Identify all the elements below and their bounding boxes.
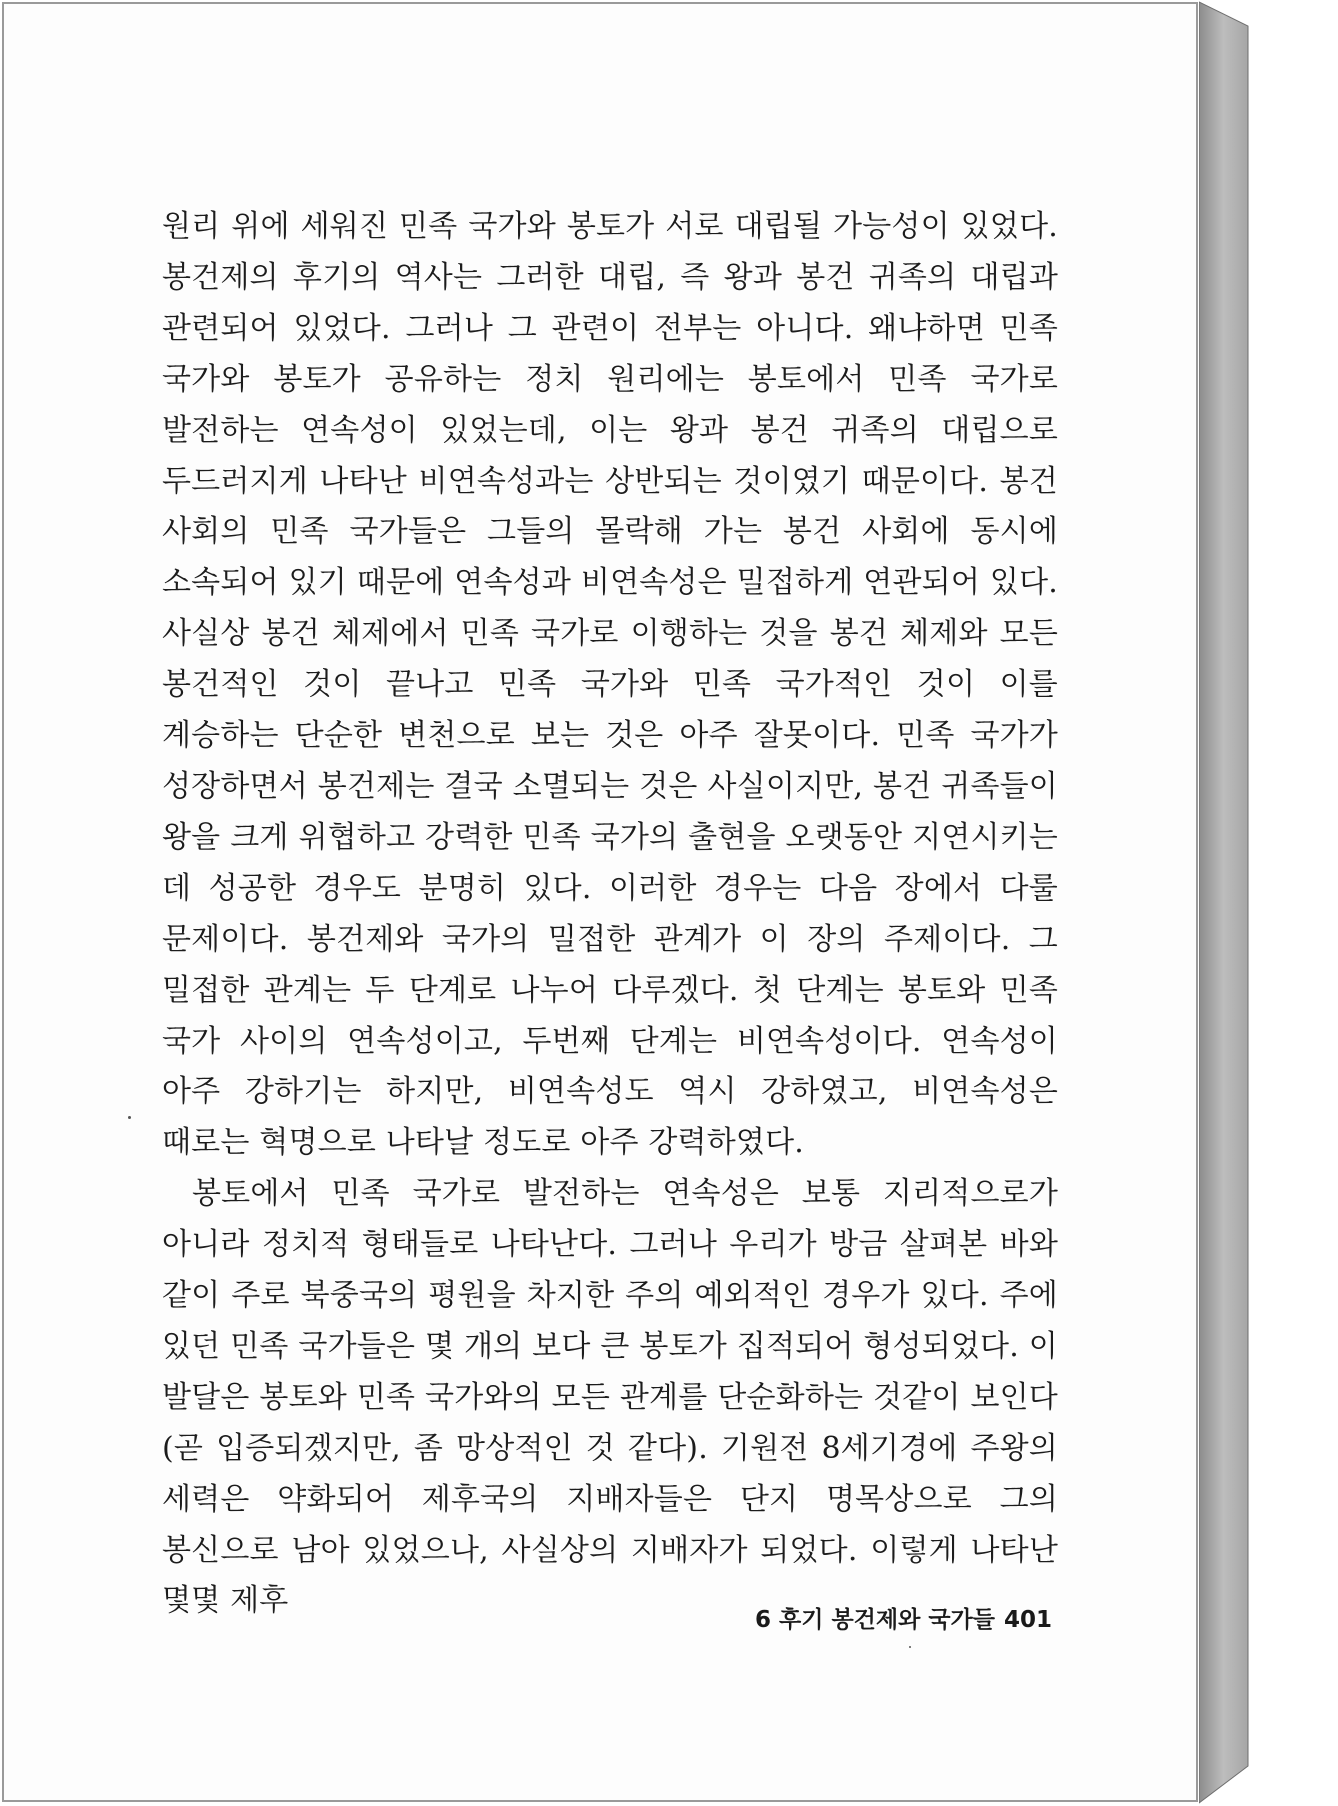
running-footer <box>704 1601 1052 1634</box>
scan-speck <box>128 1116 131 1119</box>
paragraph-1: 원리 위에 세워진 민족 국가와 봉토가 서로 대립될 가능성이 있었다. 봉건제의 후기의 역사는 그러한 대립, 즉 왕과 봉건 귀족의 대립과 관련되어 있었다. 그러나 그 관련이 전부는 아니다. 왜냐하면 민족 국가와 봉토가 공유하는 정치 원리에는 봉토에서 민족 국가로 발전하는 연속성이 있었는데, 이는 왕과 봉건 귀족의 대립으로 두드러지게 나타난 비연속성과는 상반되는 것이였기 때문이다. 봉건 사회의 민족 국가들은 그들의 몰락해 가는 봉건 사회에 동시에 소속되어 있기 때문에 연속성과 비연속성은 밀접하게 연관되어 있다. 사실상 봉건 체제에서 민족 국가로 이행하는 것을 봉건 체제와 모든 봉건적인 것이 끝나고 민족 국가와 민족 국가적인 것이 이를 계승하는 단순한 변천으로 보는 것은 아주 잘못이다. 민족 국가가 성장하면서 봉건제는 결국 소멸되는 것은 사실이지만, 봉건 귀족들이 왕을 크게 위협하고 강력한 민족 국가의 출현을 오랫동안 지연시키는 데 성공한 경우도 분명히 있다. 이러한 경우는 다음 장에서 다룰 문제이다. 봉건제와 국가의 밀접한 관계가 이 장의 주제이다. 그 밀접한 관계는 두 단계로 나누어 다루겠다. 첫 단계는 봉토와 민족 국가 사이의 연속성이고, 두번째 단계는 비연속성이다. 연속성이 아주 강하기는 하지만, 비연속성도 역시 강하였고, 비연속성은 때로는 혁명으로 나타날 정도로 아주 강력하였다. <box>162 209 1058 1161</box>
footer-chapter-title: 6 후기 봉건제와 국가들 <box>754 1607 995 1633</box>
scan-speck <box>909 1646 911 1648</box>
paragraph-2: 봉토에서 민족 국가로 발전하는 연속성은 보통 지리적으로가 아니라 정치적 형태들로 나타난다. 그러나 우리가 방금 살펴본 바와 같이 주로 북중국의 평원을 차지한 주의 예외적인 경우가 있다. 주에 있던 민족 국가들은 몇 개의 보다 큰 봉토가 집적되어 형성되었다. 이 발달은 봉토와 민족 국가와의 모든 관계를 단순화하는 것같이 보인다(곧 입증되겠지만, 좀 망상적인 것 같다). 기원전 8세기경에 주왕의 세력은 약화되어 제후국의 지배자들은 단지 명목상으로 그의 봉신으로 남아 있었으나, 사실상의 지배자가 되었다. 이렇게 나타난 몇몇 제후 <box>162 1176 1058 1619</box>
page-number: 401 <box>1003 1607 1052 1633</box>
book-page-edge <box>1199 0 1251 1806</box>
book-page <box>2 2 1198 1802</box>
page-body <box>162 202 1058 1627</box>
